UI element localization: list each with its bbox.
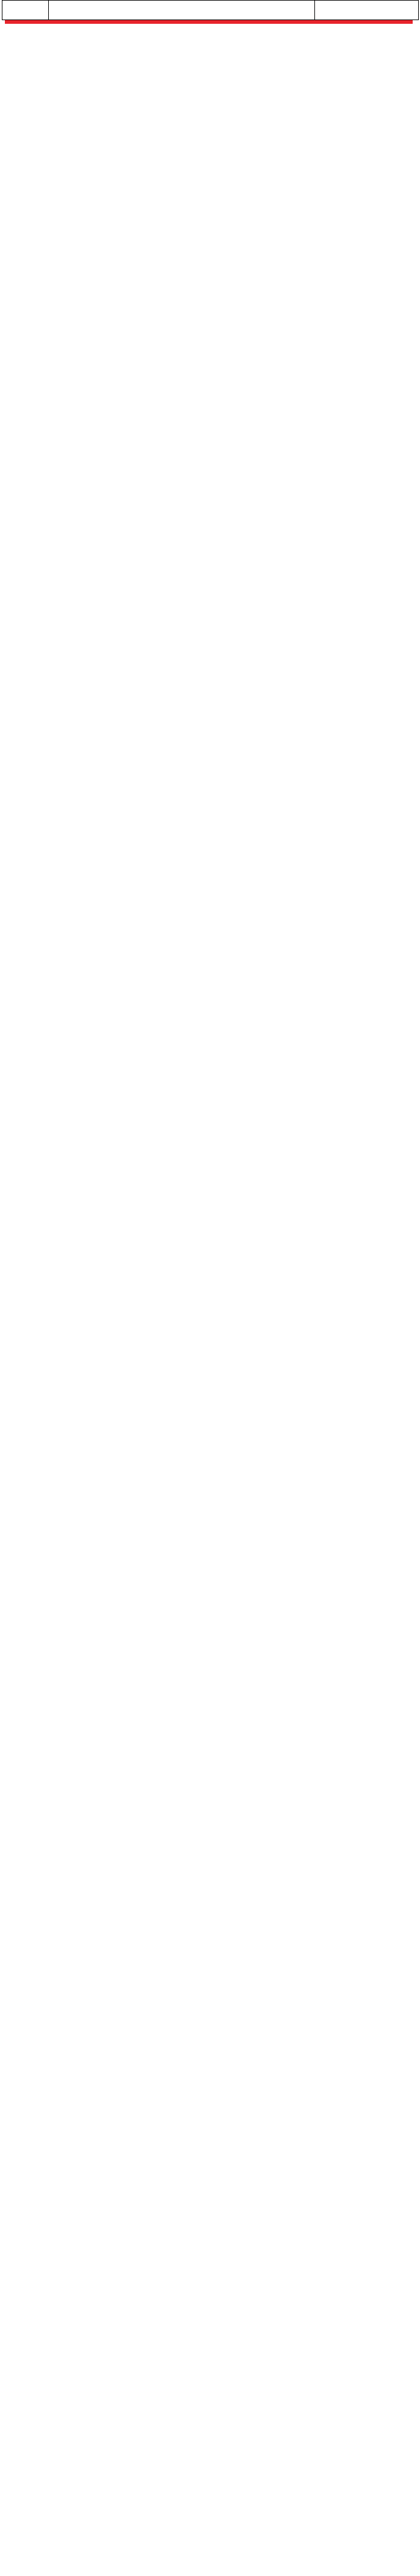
personnel-list-document: [0, 0, 420, 20]
table-header-row: [2, 1, 419, 20]
column-header-unit: [49, 1, 315, 20]
highlight-box: [5, 20, 413, 24]
column-header-no: [2, 1, 49, 20]
personnel-table: [2, 0, 419, 20]
column-header-name: [315, 1, 419, 20]
